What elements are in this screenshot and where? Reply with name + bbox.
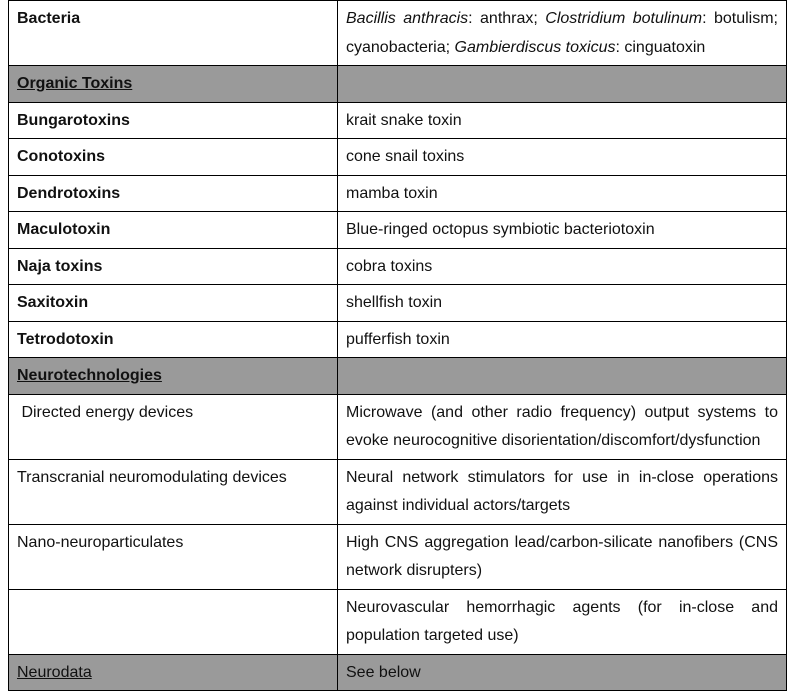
toxin-name-cell <box>9 285 338 322</box>
toxin-desc: Blue-ringed octopus symbiotic bacteriotoxin <box>346 221 655 238</box>
section-empty-cell <box>338 358 787 395</box>
section-empty-cell <box>338 66 787 103</box>
table-row <box>9 459 787 524</box>
species-name: Bacillis anthracis <box>346 10 469 27</box>
table-row <box>9 589 787 654</box>
section-title-cell <box>9 358 338 395</box>
tech-desc: Neurovascular hemorrhagic agents (for in-close and population targeted use) <box>346 598 778 644</box>
section-header-organic-toxins <box>9 66 787 103</box>
toxin-desc-cell <box>338 212 787 249</box>
table-row <box>9 248 787 285</box>
toxin-name: Maculotoxin <box>17 221 111 238</box>
tech-name-cell <box>9 459 338 524</box>
toxin-name: Saxitoxin <box>17 294 89 311</box>
toxin-name: Dendrotoxins <box>17 184 121 202</box>
toxin-name-cell <box>9 102 338 139</box>
toxin-name: Tetrodotoxin <box>17 330 114 348</box>
toxin-name-cell <box>9 321 338 358</box>
toxin-desc: mamba toxin <box>346 184 438 202</box>
section-title: Neurotechnologies <box>17 367 162 384</box>
table-row <box>9 212 787 249</box>
toxin-name-cell <box>9 212 338 249</box>
toxin-desc-cell <box>338 102 787 139</box>
description-cell <box>338 1 787 66</box>
table-row <box>9 321 787 358</box>
description-text: : anthrax; <box>468 10 546 27</box>
tech-name: Nano-neuroparticulates <box>17 533 184 551</box>
tech-name: Directed energy devices <box>17 403 194 421</box>
section-title-cell <box>9 66 338 103</box>
toxin-name: Bungarotoxins <box>17 111 130 129</box>
section-title-cell <box>9 654 338 691</box>
tech-name-cell <box>9 589 338 654</box>
toxin-name-cell <box>9 248 338 285</box>
toxin-desc-cell <box>338 139 787 176</box>
section-title: Neurodata <box>17 663 92 681</box>
tech-name-cell <box>9 394 338 459</box>
tech-desc-cell <box>338 589 787 654</box>
table-row <box>9 102 787 139</box>
neurodata-desc-cell <box>338 654 787 691</box>
section-title: Organic Toxins <box>17 75 133 92</box>
tech-desc-cell <box>338 459 787 524</box>
toxin-desc-cell <box>338 175 787 212</box>
bacteria-label: Bacteria <box>17 10 81 27</box>
toxin-desc-cell <box>338 248 787 285</box>
toxin-name: Naja toxins <box>17 257 103 275</box>
section-header-neurodata <box>9 654 787 691</box>
section-header-neurotechnologies <box>9 358 787 395</box>
toxin-desc-cell <box>338 285 787 322</box>
tech-desc: Neural network stimulators for use in in-close operations against individual actors/targets <box>346 468 778 514</box>
table-row <box>9 524 787 589</box>
tech-name: Transcranial neuromodulating devices <box>17 468 287 486</box>
toxin-desc: krait snake toxin <box>346 111 462 129</box>
toxin-desc: cone snail toxins <box>346 148 465 165</box>
toxin-desc-cell <box>338 321 787 358</box>
species-name: Clostridium botulinum <box>545 10 703 27</box>
species-name: Gambierdiscus toxicus <box>454 38 616 56</box>
tech-desc: Microwave (and other radio frequency) output systems to evoke neurocognitive disorientation/discomfort/dysfunction <box>346 403 778 449</box>
tech-name-cell <box>9 524 338 589</box>
toxin-name-cell <box>9 139 338 176</box>
toxin-name: Conotoxins <box>17 148 105 165</box>
tech-desc-cell <box>338 524 787 589</box>
table-row-bacteria <box>9 1 787 66</box>
agents-table <box>8 0 787 691</box>
toxin-desc: cobra toxins <box>346 257 433 275</box>
table-row <box>9 139 787 176</box>
toxin-desc: pufferfish toxin <box>346 330 450 348</box>
toxin-name-cell <box>9 175 338 212</box>
table-row <box>9 394 787 459</box>
table-row <box>9 285 787 322</box>
table-row <box>9 175 787 212</box>
neurodata-desc: See below <box>346 663 421 681</box>
category-cell <box>9 1 338 66</box>
toxin-desc: shellfish toxin <box>346 294 443 311</box>
description-text: : botulism; cyanobacteria; <box>346 10 778 56</box>
tech-desc-cell <box>338 394 787 459</box>
tech-desc: High CNS aggregation lead/carbon-silicate nanofibers (CNS network disrupters) <box>346 533 778 579</box>
description-text: : cinguatoxin <box>615 38 706 56</box>
